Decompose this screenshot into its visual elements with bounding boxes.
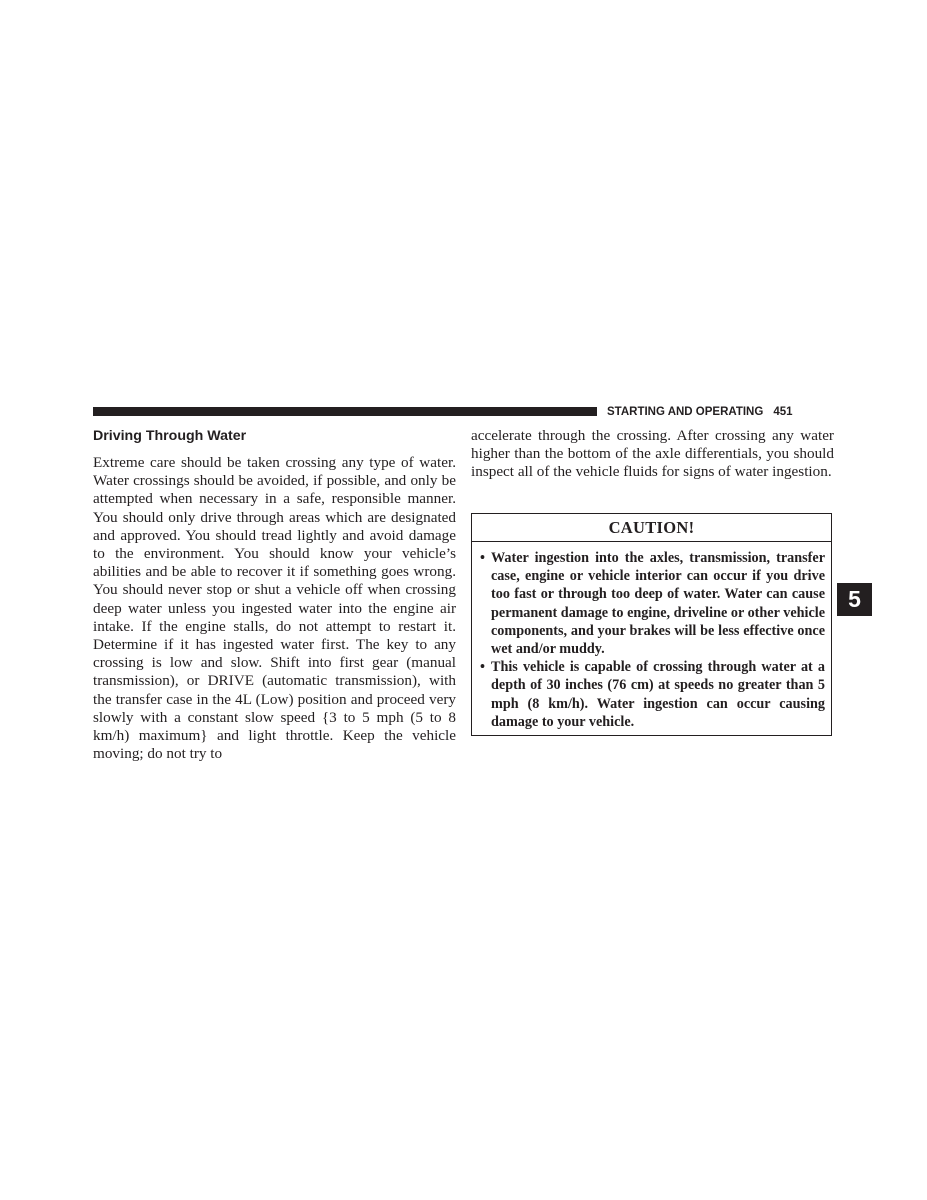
header-rule: [93, 407, 597, 416]
chapter-tab: 5: [837, 583, 872, 616]
right-column: [471, 427, 834, 482]
body-paragraph-left: Extreme care should be taken crossing any type of water. Water crossings should be avoided, if possible, and only be attempted when necessary in a safe, responsible manner. You should only drive through areas which are designated and approved. You should tread lightly and avoid damage to the environment. You should know your vehicle’s abilities and be able to recover it if something goes wrong. You should never stop or shut a vehicle off when crossing deep water unless you ingested water into the engine air intake. If the engine stalls, do not attempt to restart it. Determine if it has ingested water first. The key to any crossing is low and slow. Shift into first gear (manual transmission), or DRIVE (automatic transmission), with the transfer case in the 4L (Low) position and proceed very slowly with a constant slow speed {3 to 5 mph (5 to 8 km/h) maximum} and light throttle. Keep the vehicle moving; do not try to: [93, 454, 456, 763]
caution-item: [480, 549, 825, 658]
caution-box: [471, 513, 832, 736]
caution-title: CAUTION!: [472, 514, 831, 542]
header-section-title: STARTING AND OPERATING: [607, 406, 764, 418]
caution-item-text: Water ingestion into the axles, transmission, transfer case, engine or vehicle interior can occur if you drive too fast or through too deep of water. Water can cause permanent damage to engine, driveline or other vehicle components, and your brakes will be less effective once wet and/or muddy.: [491, 550, 825, 658]
bullet-icon: •: [480, 659, 485, 676]
caution-item: [480, 658, 825, 731]
left-column: [93, 427, 456, 763]
body-paragraph-right: accelerate through the crossing. After crossing any water higher than the bottom of the axle differentials, you should inspect all of the vehicle fluids for signs of water ingestion.: [471, 427, 834, 481]
bullet-icon: •: [480, 550, 485, 566]
caution-item-text: This vehicle is capable of crossing through water at a depth of 30 inches (76 cm) at speeds no greater than 5 mph (8 km/h). Water ingestion can occur causing damage to your vehicle.: [491, 659, 825, 730]
caution-list: [472, 542, 831, 731]
page-number: 451: [773, 406, 793, 418]
running-header: [607, 405, 835, 419]
section-heading: Driving Through Water: [93, 428, 247, 444]
